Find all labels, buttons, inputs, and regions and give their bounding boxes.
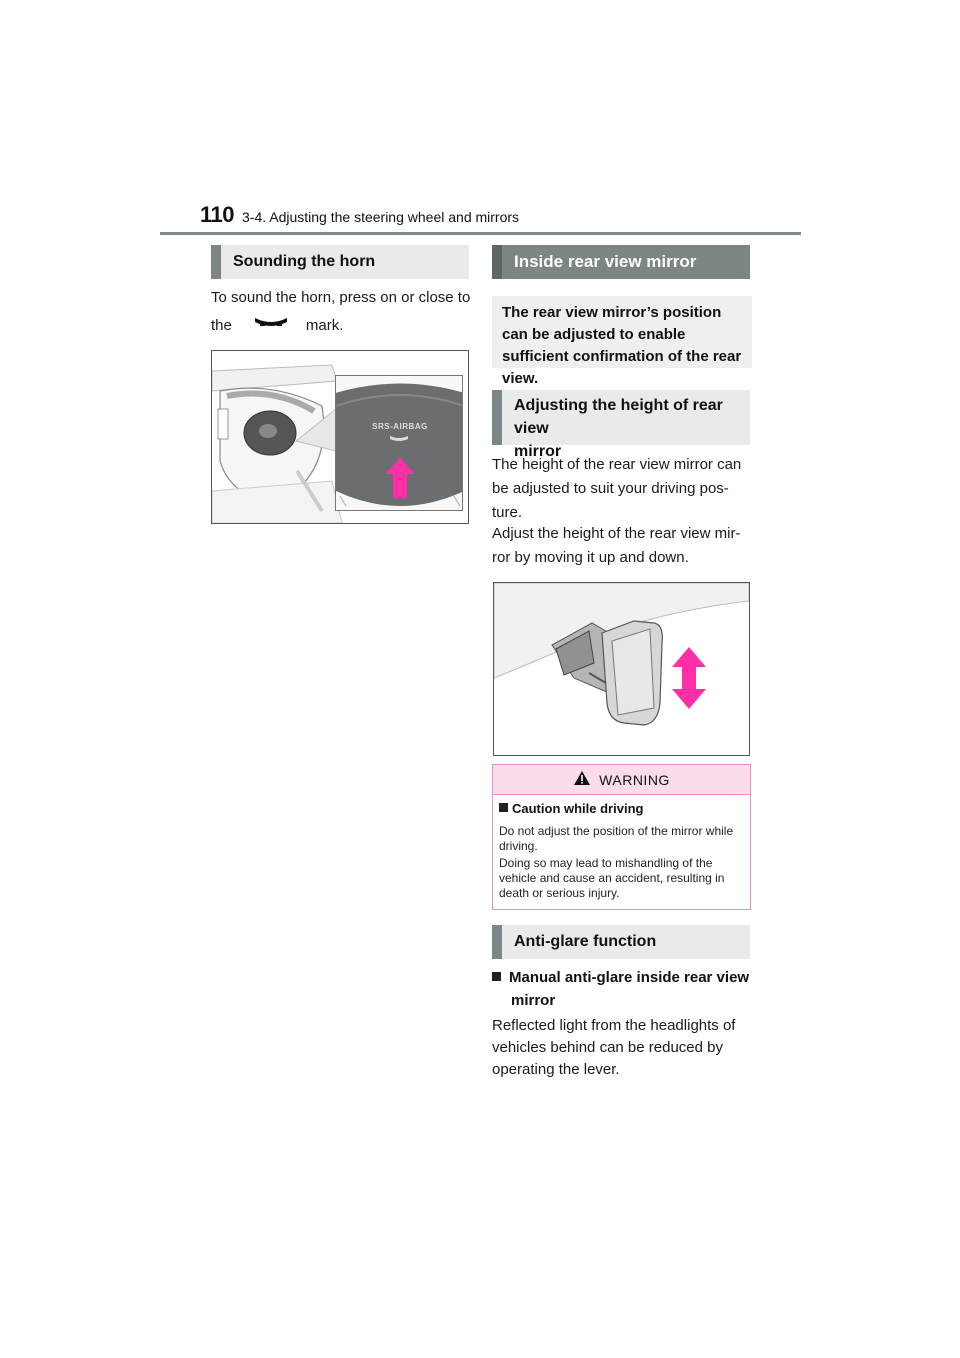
section-anti-glare — [492, 925, 750, 959]
warning-body1: Do not adjust the position of the mirror while driving. — [499, 824, 734, 853]
warning-header — [493, 765, 750, 795]
warning-title-text: Caution while driving — [512, 801, 644, 816]
height-para2: Adjust the height of the rear view mir- ror by moving it up and down. — [492, 525, 741, 566]
square-bullet-icon — [492, 972, 501, 981]
warning-box — [492, 764, 751, 910]
section-inside-mirror — [492, 245, 750, 279]
horn-icon — [254, 314, 288, 338]
manual-anti-glare-heading — [492, 966, 750, 1012]
airbag-illustration — [336, 376, 463, 511]
mirror-note: The rear view mirror’s position can be adjusted to enable sufficient confirmation of the rear view. — [492, 296, 752, 368]
section-adjust-height — [492, 390, 750, 460]
page-number: 110 — [200, 202, 234, 227]
airbag-inset — [335, 375, 463, 511]
horn-instruction-line2 — [211, 314, 471, 338]
horn-instruction-line1: To sound the horn, press on or close to — [211, 289, 471, 306]
chapter-title: 3-4. Adjusting the steering wheel and mirrors — [242, 209, 520, 225]
section-title: Inside rear view mirror — [514, 252, 697, 271]
section-sounding-horn — [211, 245, 469, 279]
warning-title — [499, 801, 750, 816]
subheading-text1: Manual anti-glare inside rear view — [509, 969, 750, 986]
anti-glare-para: Reflected light from the headlights of vehicles behind can be reduced by operating the lever. — [492, 1017, 736, 1078]
subheading-line1 — [492, 966, 750, 989]
section-title-line2: mirror — [514, 443, 562, 460]
horn-instruction — [211, 286, 471, 338]
section-title: Anti-glare function — [514, 933, 657, 950]
warning-body2: Doing so may lead to mishandling of the vehicle and cause an accident, resulting in death or serious injury. — [499, 856, 725, 900]
steering-wheel-figure — [211, 350, 469, 524]
horn-instruction-the: the — [211, 317, 232, 334]
section-title-line1: Adjusting the height of rear view — [514, 397, 723, 437]
height-para1: The height of the rear view mirror can be adjusted to suit your driving pos- ture. — [492, 456, 742, 521]
section-title: Sounding the horn — [233, 253, 376, 270]
warning-label: WARNING — [599, 771, 670, 788]
airbag-label: SRS-AIRBAG — [372, 422, 428, 431]
mirror-figure — [493, 582, 750, 756]
mirror-illustration — [494, 583, 749, 755]
header-rule — [160, 232, 801, 235]
subheading-line2: mirror — [511, 992, 556, 1009]
horn-instruction-mark: mark. — [305, 317, 344, 334]
square-bullet-icon — [499, 803, 508, 812]
warning-triangle-icon — [573, 770, 591, 789]
